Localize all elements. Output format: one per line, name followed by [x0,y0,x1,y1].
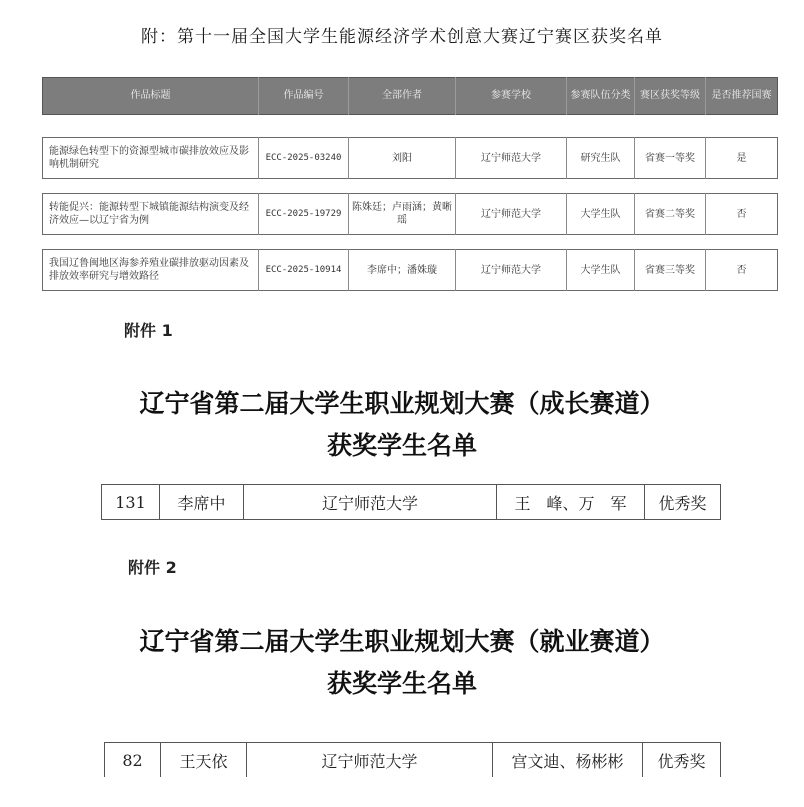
work-recommend: 否 [706,194,778,235]
work-id: ECC-2025-19729 [259,194,349,235]
work-school: 辽宁师范大学 [456,250,567,291]
student-name: 李席中 [160,485,244,520]
work-recommend: 否 [706,250,778,291]
attachment-1-label: 附件 1 [124,321,173,340]
work-id: ECC-2025-10914 [259,250,349,291]
work-authors: 刘阳 [349,138,456,179]
header-work-title: 作品标题 [130,90,171,101]
student-school: 辽宁师范大学 [247,743,493,778]
header-school: 参赛学校 [456,78,567,115]
employment-result-table [104,742,721,777]
work-school: 辽宁师范大学 [456,138,567,179]
award-level: 优秀奖 [645,485,721,520]
award-level: 优秀奖 [643,743,721,778]
growth-track-subtitle: 获奖学生名单 [326,431,477,460]
table-row [42,137,778,179]
work-award: 省赛三等奖 [635,250,706,291]
table-row [42,193,778,235]
header-award-level: 赛区获奖等级 [635,78,706,115]
employment-track-subtitle: 获奖学生名单 [326,669,477,698]
work-category: 研究生队 [567,138,635,179]
work-title: 我国辽鲁闽地区海参养殖业碳排放驱动因素及排放效率研究与增效路径 [49,258,249,282]
attachment-2-label: 附件 2 [128,558,177,577]
work-category: 大学生队 [567,250,635,291]
growth-track-title: 辽宁省第二届大学生职业规划大赛（成长赛道） [139,389,665,418]
work-authors: 李席中；潘姝璇 [349,250,456,291]
work-authors: 陈姝廷；卢雨涵；黄晰瑶 [349,194,456,235]
table-row [42,249,778,291]
row-number: 82 [122,750,143,770]
work-award: 省赛一等奖 [635,138,706,179]
row-number: 131 [115,492,146,512]
work-award: 省赛二等奖 [635,194,706,235]
student-name: 王天依 [161,743,247,778]
student-school: 辽宁师范大学 [244,485,497,520]
work-category: 大学生队 [567,194,635,235]
work-title: 转能促兴：能源转型下城镇能源结构演变及经济效应—以辽宁省为例 [49,202,249,226]
advisors: 宫文迪、杨彬彬 [493,743,643,778]
work-recommend: 是 [706,138,778,179]
header-team-category: 参赛队伍分类 [567,78,635,115]
work-title: 能源绿色转型下的资源型城市碳排放效应及影响机制研究 [49,146,249,170]
energy-contest-title: 附：第十一届全国大学生能源经济学术创意大赛辽宁赛区获奖名单 [141,27,663,47]
growth-result-table [101,484,721,520]
advisors: 王 峰、万 军 [497,485,645,520]
table-row [102,485,721,520]
work-school: 辽宁师范大学 [456,194,567,235]
header-authors: 全部作者 [349,78,456,115]
work-id: ECC-2025-03240 [259,138,349,179]
header-recommend: 是否推荐国赛 [706,78,778,115]
employment-track-title: 辽宁省第二届大学生职业规划大赛（就业赛道） [139,627,665,656]
header-work-id: 作品编号 [259,78,349,115]
award-table-header [42,77,778,115]
table-row [105,743,721,778]
